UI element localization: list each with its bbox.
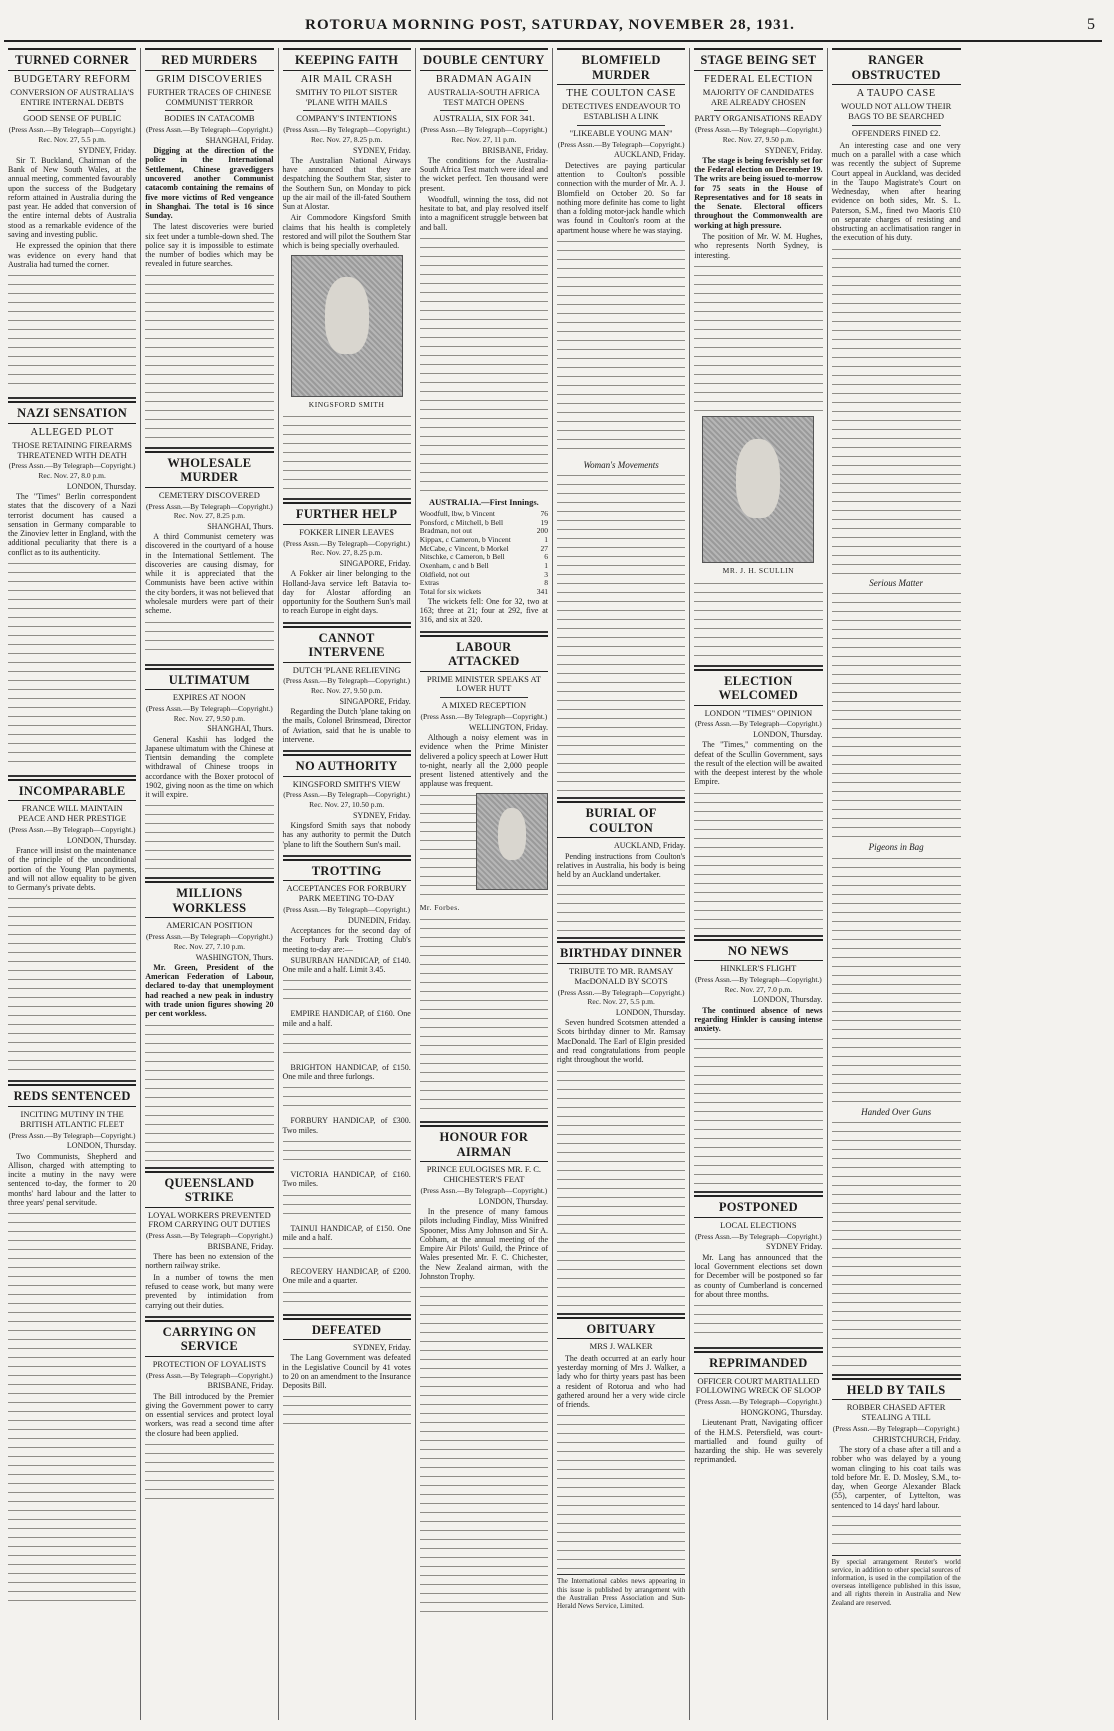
press-credit: (Press Assn.—By Telegraph—Copyright.)	[145, 1231, 273, 1241]
place-dateline: LONDON, Thursday.	[753, 995, 823, 1005]
body-text-continuation	[283, 1030, 411, 1060]
article-lead-bold: Digging at the direction of the police in the International Settlement, Chinese gravediggers uncovered another Communist catacomb containing the remains of five more victims of Red vengeance in Shanghai. The total is 16 since Sunday.	[145, 146, 274, 221]
received-date: Rec. Nov. 27, 7.0 p.m.	[724, 984, 793, 994]
press-credit: (Press Assn.—By Telegraph—Copyright.)	[283, 905, 411, 915]
column-5	[553, 48, 690, 1720]
received-date: Rec. Nov. 27, 9.50 p.m.	[722, 134, 794, 144]
scorecard-row: Bradman, not out 200	[419, 526, 548, 536]
article-columns	[4, 48, 1102, 1720]
race-entry: BRIGHTON HANDICAP, of £150. One mile and three furlongs.	[282, 1062, 411, 1082]
article-paragraph: The Australian National Airways have announced that they are despatching the Southern Star, sister to the Southern Sun, on Monday to pick up the air mail of the ill-fated Southern Sun at Alostar.	[282, 155, 411, 212]
body-text-continuation	[283, 412, 411, 492]
body-text-continuation	[694, 1035, 822, 1185]
article-paragraph: The Lang Government was defeated in the Legislative Council by 41 votes to 20 on an amendment to the Insurance Deposits Bill.	[282, 1353, 411, 1391]
portrait-photo	[291, 255, 403, 397]
photo-caption: MR. J. H. SCULLIN	[722, 565, 795, 575]
article-paragraph: France will insist on the maintenance of the principle of the unconditional portion of the Young Plan payments, and will not allow equality to be given to Germany's private debts.	[8, 846, 137, 893]
article-paragraph: The Bill introduced by the Premier giving the Government power to carry on essential services and protect loyal workers, was read a second time after the closure had been applied.	[145, 1391, 274, 1438]
article-paragraph: Detectives are paying particular attention to Coulton's possible connection with the murder of Mr. A. J. Blomfield on October 20. So far nothing more definite has come to light than a folding motor-jack handle which was found in Coulton's room at the apartment house where he was staying.	[557, 160, 686, 235]
body-text-continuation	[283, 1191, 411, 1221]
article-headline: ULTIMATUM	[145, 668, 273, 691]
article-deck: ACCEPTANCES FOR FORBURY PARK MEETING TO-DAY	[286, 883, 407, 904]
body-text-continuation	[832, 1512, 961, 1552]
article-crosshead: Handed Over Guns	[861, 1106, 932, 1117]
article-subhead: FEDERAL ELECTION	[703, 73, 813, 85]
body-text-continuation	[145, 271, 273, 441]
press-credit: (Press Assn.—By Telegraph—Copyright.)	[8, 825, 136, 835]
article-headline: INCOMPARABLE	[8, 779, 136, 802]
press-credit: (Press Assn.—By Telegraph—Copyright.)	[283, 790, 411, 800]
received-date: Rec. Nov. 27, 5.5 p.m.	[587, 997, 655, 1007]
place-dateline: SYDNEY, Friday.	[352, 810, 411, 820]
column-4	[416, 48, 553, 1720]
article-crosshead: Serious Matter	[869, 577, 923, 588]
article-deck: PROTECTION OF LOYALISTS	[152, 1358, 267, 1369]
article-subhead: THE COULTON CASE	[566, 88, 676, 99]
article-paragraph: He expressed the opinion that there was evidence on every hand that Australia had turned the corner.	[8, 241, 137, 269]
place-dateline: WASHINGTON, Thurs.	[195, 952, 274, 962]
place-dateline: LONDON, Thursday.	[478, 1196, 548, 1206]
page-number: 5	[1087, 16, 1096, 33]
article-paragraph: Although a noisy element was in evidence when the Prime Minister delivered a policy speech at Lower Hutt to-night, nearly all the 2,000 people present listened attentively and the applause was frequent.	[419, 733, 548, 789]
article-paragraph: In a number of towns the men refused to cease work, but many were prevented by intimidation from carrying out their duties.	[145, 1272, 274, 1310]
body-text-continuation	[283, 1083, 411, 1113]
place-dateline: AUCKLAND, Friday.	[613, 150, 686, 160]
body-text-continuation	[420, 915, 548, 1115]
article-headline: RED MURDERS	[145, 48, 273, 71]
article-deck: CEMETERY DISCOVERED	[158, 489, 260, 500]
article-headline: TROTTING	[283, 859, 411, 882]
article-deck: PRIME MINISTER SPEAKS AT LOWER HUTT	[426, 673, 541, 694]
article-paragraph: An interesting case and one very much on a parallel with a case which was recently the subject of Supreme Court appeal in Auckland, was decided in the Taupo Magistrate's Court on Wednesday, when after hearing evidence on both sides, Mr. S. L. Paterson, S.M., fined two Maoris £10 on separate charges of resisting and obstructing an acclimatisation ranger in the execution of his duty.	[831, 140, 961, 243]
press-credit: (Press Assn.—By Telegraph—Copyright.)	[145, 703, 273, 713]
body-text-continuation	[145, 1021, 273, 1161]
article-paragraph: Air Commodore Kingsford Smith claims that his health is completely restored and will pilot the Southern Star which is being specially overhauled.	[282, 213, 411, 251]
article-paragraph: The conditions for the Australia-South Africa Test match were ideal and the wicket perfect. Ten thousand were present.	[419, 155, 548, 193]
press-credit: (Press Assn.—By Telegraph—Copyright.)	[694, 975, 822, 984]
race-entry: FORBURY HANDICAP, of £300. Two miles.	[282, 1116, 411, 1135]
received-date: Rec. Nov. 27, 8.25 p.m.	[311, 548, 383, 558]
article-paragraph: The story of a chase after a till and a robber who was delayed by a young woman clinging to his coat tails was told before Mr. E. D. Mosley, S.M., to-day, when George Alexander Black (55), carpenter, of Lyttelton, was sentenced to 14 days' hard labour.	[831, 1445, 961, 1510]
scorecard-table	[420, 510, 548, 597]
received-date: Rec. Nov. 27, 11 p.m.	[451, 134, 517, 144]
article-paragraph: Two Communists, Shepherd and Allison, charged with attempting to incite a mutiny in the navy were sentenced to-day, the former to 20 months' hard labour and the latter to three years' penal servitude.	[8, 1151, 137, 1207]
press-credit: (Press Assn.—By Telegraph—Copyright.)	[832, 1424, 960, 1434]
received-date: Rec. Nov. 27, 7.10 p.m.	[173, 941, 245, 951]
article-paragraph: Acceptances for the second day of the Forbury Park Trotting Club's meeting to-day are:—	[282, 926, 411, 954]
article-headline: HONOUR FOR AIRMAN	[420, 1125, 548, 1162]
received-date: Rec. Nov. 27, 9.50 p.m.	[311, 686, 383, 696]
article-deck: KINGSFORD SMITH'S VIEW	[292, 778, 401, 789]
scorecard-row: Ponsford, c Mitchell, b Bell 19	[419, 517, 548, 527]
press-credit: (Press Assn.—By Telegraph—Copyright.)	[8, 125, 136, 135]
masthead	[4, 12, 1102, 42]
article-paragraph: Kingsford Smith says that nobody has any authority to permit the Dutch 'plane to lift the Southern Sun's mail.	[282, 821, 411, 849]
article-deck: OFFENDERS FINED £2.	[851, 127, 941, 138]
article-subhead: BUDGETARY REFORM	[13, 73, 131, 85]
body-text-continuation	[832, 1118, 961, 1368]
article-paragraph: Lieutenant Pratt, Navigating officer of the H.M.S. Petersfield, was court-martialled and found guilty of hazarding the ship. He was severely reprimanded.	[694, 1418, 823, 1465]
body-text-continuation	[420, 1283, 548, 1613]
article-crosshead: Woman's Movements	[583, 459, 659, 470]
article-deck: A MIXED RECEPTION	[441, 700, 527, 711]
article-deck: DUTCH 'PLANE RELIEVING	[292, 664, 401, 675]
article-deck: EXPIRES AT NOON	[172, 692, 246, 703]
article-headline: KEEPING FAITH	[283, 48, 411, 71]
article-paragraph: Mr. Lang has announced that the local Government elections set down for December will be postponed so far as county of Cumberland is concerned for about three months.	[694, 1252, 823, 1299]
article-headline: MILLIONS WORKLESS	[145, 881, 273, 918]
press-credit: (Press Assn.—By Telegraph—Copyright.)	[145, 932, 273, 942]
article-crosshead: Pigeons in Bag	[868, 842, 924, 853]
body-text-continuation	[8, 559, 136, 769]
press-credit: (Press Assn.—By Telegraph—Copyright.)	[145, 501, 273, 511]
article-deck: CONVERSION OF AUSTRALIA'S ENTIRE INTERNAL DEBTS	[10, 86, 135, 107]
article-deck: GOOD SENSE OF PUBLIC	[23, 113, 122, 124]
press-credit: (Press Assn.—By Telegraph—Copyright.)	[420, 712, 548, 722]
body-text-continuation	[557, 471, 685, 791]
article-paragraph: The "Times," commenting on the defeat of the Scullin Government, says the result of the election will be awaited with the deepest interest by the whole Empire.	[694, 740, 823, 787]
article-paragraph: Woodfull, winning the toss, did not hesitate to bat, and play resolved itself into a magnificent struggle between bat and ball.	[419, 194, 548, 232]
article-headline: FURTHER HELP	[283, 502, 411, 525]
press-credit: (Press Assn.—By Telegraph—Copyright.)	[694, 125, 822, 135]
body-text-continuation	[283, 1288, 411, 1308]
body-text-continuation	[694, 1301, 822, 1341]
race-entry: VICTORIA HANDICAP, of £160. Two miles.	[282, 1170, 411, 1189]
place-dateline: SYDNEY, Friday.	[352, 145, 411, 155]
body-text-continuation	[832, 854, 961, 1104]
article-lead-bold: The stage is being feverishly set for the Federal election on December 19. The writs are being issued to-morrow for 75 seats in the House of Representatives and for 18 seats in the Senate. Electoral officers throughout the Commonwealth are working at high pressure.	[694, 155, 823, 230]
place-dateline: BRISBANE, Friday.	[207, 1381, 274, 1391]
article-headline: LABOUR ATTACKED	[420, 635, 548, 672]
press-credit: (Press Assn.—By Telegraph—Copyright.)	[557, 987, 685, 997]
received-date: Rec. Nov. 27, 8.25 p.m.	[311, 134, 383, 144]
article-deck: AUSTRALIA-SOUTH AFRICA TEST MATCH OPENS	[427, 86, 540, 107]
press-credit: (Press Assn.—By Telegraph—Copyright.)	[420, 125, 548, 135]
article-paragraph: The position of Mr. W. M. Hughes, who represents North Sydney, is interesting.	[694, 232, 823, 260]
received-date: Rec. Nov. 27, 8.25 p.m.	[173, 511, 245, 521]
article-deck: FOKKER LINER LEAVES	[299, 526, 394, 537]
article-headline: NO AUTHORITY	[283, 754, 411, 777]
article-headline: OBITUARY	[557, 1317, 685, 1340]
article-subhead: ALLEGED PLOT	[30, 426, 114, 438]
place-dateline: WELLINGTON, Friday.	[468, 722, 548, 732]
place-dateline: LONDON, Thursday.	[66, 1141, 137, 1151]
article-headline: BURIAL OF COULTON	[557, 801, 685, 838]
body-text-continuation	[557, 1067, 685, 1307]
place-dateline: SYDNEY Friday.	[765, 1242, 823, 1252]
scorecard-row: McCabe, c Vincent, b Morkel 27	[419, 543, 548, 553]
article-deck: INCITING MUTINY IN THE BRITISH ATLANTIC FLEET	[20, 1108, 125, 1129]
article-lead-bold: Mr. Green, President of the American Federation of Labour, declared to-day that unemployment had reached a new peak in industry with trade union figures showing 20 per cent workless.	[145, 962, 274, 1019]
body-text-continuation	[557, 1411, 685, 1571]
received-date: Rec. Nov. 27, 5.5 p.m.	[38, 134, 106, 144]
race-entry: RECOVERY HANDICAP, of £200. One mile and a quarter.	[282, 1267, 411, 1286]
article-deck: WOULD NOT ALLOW THEIR BAGS TO BE SEARCHED	[840, 101, 952, 122]
body-text-continuation	[8, 271, 136, 391]
photo-caption: KINGSFORD SMITH	[308, 399, 385, 409]
scorecard-row: Nitschke, c Cameron, b Bell 6	[419, 552, 548, 562]
article-headline: CANNOT INTERVENE	[283, 626, 411, 663]
article-deck: HINKLER'S FLIGHT	[720, 963, 797, 974]
article-headline: BIRTHDAY DINNER	[557, 941, 685, 964]
article-headline: WHOLESALE MURDER	[145, 451, 273, 488]
article-deck: PRINCE EULOGISES MR. F. C. CHICHESTER'S FEAT	[426, 1164, 542, 1185]
received-date: Rec. Nov. 27, 9.50 p.m.	[173, 713, 245, 723]
article-subhead: GRIM DISCOVERIES	[156, 73, 263, 85]
place-dateline: LONDON, Thursday.	[66, 835, 137, 845]
article-paragraph: In the presence of many famous pilots including Findlay, Miss Winifred Spooner, Miss Amy Johnson and Sir A. Cobham, at the annual meeting of the Empire Air Pilots' Guild, the Prince of Wales presented Mr. F. C. Chichester, the New Zealand airman, with the Johnston Trophy.	[419, 1207, 548, 1281]
scorecard-row: Kippax, c Cameron, b Vincent 1	[419, 534, 548, 544]
article-headline: STAGE BEING SET	[694, 48, 822, 71]
press-credit: (Press Assn.—By Telegraph—Copyright.)	[283, 676, 411, 686]
article-headline: POSTPONED	[694, 1195, 822, 1218]
photo-caption: Mr. Forbes.	[419, 902, 461, 912]
place-dateline: SYDNEY, Friday.	[764, 145, 823, 155]
article-paragraph: Regarding the Dutch 'plane taking on the mails, Colonel Brinsmead, Director of Aviation, said that he is unable to intervene.	[282, 707, 411, 744]
body-text-continuation	[694, 579, 822, 659]
article-paragraph: Pending instructions from Coulton's relatives in Australia, his body is being held by an Auckland undertaker.	[557, 851, 686, 880]
body-text-continuation	[8, 894, 136, 1074]
article-paragraph: There has been no extension of the northern railway strike.	[145, 1252, 274, 1271]
article-paragraph: The latest discoveries were buried six feet under a tumble-down shed. The police say it is impossible to estimate the number of bodies which may be revealed in future searches.	[145, 222, 274, 269]
column-7	[828, 48, 965, 1720]
body-text-continuation	[283, 1392, 411, 1432]
race-entry: EMPIRE HANDICAP, of £160. One mile and a half.	[282, 1009, 411, 1028]
received-date: Rec. Nov. 27, 10.50 p.m.	[309, 800, 385, 810]
article-headline: DEFEATED	[283, 1318, 411, 1341]
masthead-title: ROTORUA MORNING POST, SATURDAY, NOVEMBER 28, 1931.	[305, 16, 795, 33]
body-text-continuation	[420, 234, 548, 494]
press-credit: (Press Assn.—By Telegraph—Copyright.)	[694, 1397, 822, 1407]
article-subhead: AIR MAIL CRASH	[300, 73, 393, 85]
column-2	[141, 48, 278, 1720]
article-deck: AUSTRALIA, SIX FOR 341.	[432, 113, 535, 124]
body-text-continuation	[8, 1209, 136, 1609]
body-text-continuation	[145, 618, 273, 658]
article-deck: ROBBER CHASED AFTER STEALING A TILL	[846, 1402, 946, 1423]
body-text-continuation	[832, 589, 961, 839]
article-paragraph: The wickets fell: One for 32, two at 163; three at 21; four at 292, five at 316, and six at 320.	[419, 596, 548, 625]
body-text-continuation	[694, 789, 822, 929]
body-text-continuation	[283, 976, 411, 1006]
article-deck: "LIKEABLE YOUNG MAN"	[569, 127, 673, 138]
place-dateline: LONDON, Thursday.	[66, 481, 137, 491]
press-credit: (Press Assn.—By Telegraph—Copyright.)	[8, 1130, 136, 1140]
article-deck: THOSE RETAINING FIREARMS THREATENED WITH DEATH	[12, 439, 132, 460]
scorecard-row: Oldfield, not out 3	[419, 569, 548, 579]
article-headline: NAZI SENSATION	[8, 401, 136, 424]
article-headline: QUEENSLAND STRIKE	[145, 1171, 273, 1208]
press-credit: (Press Assn.—By Telegraph—Copyright.)	[283, 538, 411, 548]
place-dateline: SHANGHAI, Thurs.	[207, 724, 274, 734]
article-headline: ELECTION WELCOMED	[694, 669, 822, 706]
body-text-continuation	[283, 1244, 411, 1264]
body-text-continuation	[557, 237, 685, 457]
press-credit: (Press Assn.—By Telegraph—Copyright.)	[8, 461, 136, 471]
press-credit: (Press Assn.—By Telegraph—Copyright.)	[420, 1186, 548, 1196]
article-headline: NO NEWS	[694, 939, 822, 962]
received-date: Rec. Nov. 27, 8.0 p.m.	[38, 471, 106, 481]
scorecard-row: Extras 8	[419, 578, 548, 588]
column-1	[4, 48, 141, 1720]
body-text-continuation	[832, 245, 961, 575]
body-text-continuation	[557, 881, 685, 931]
article-headline: TURNED CORNER	[8, 48, 136, 71]
article-deck: FURTHER TRACES OF CHINESE COMMUNIST TERROR	[147, 86, 272, 107]
article-paragraph: A third Communist cemetery was discovered in the courtyard of a house in the International Settlement. The discoveries are causing dismay, for while it is appreciated that the Communists have been active within the city borders, it was not believed that wholesale murders were part of their scheme.	[145, 532, 274, 616]
article-deck: DETECTIVES ENDEAVOUR TO ESTABLISH A LINK	[561, 101, 681, 122]
place-dateline: HONGKONG, Thursday.	[740, 1407, 823, 1417]
article-headline: HELD BY TAILS	[832, 1378, 961, 1401]
place-dateline: DUNEDIN, Friday.	[347, 915, 411, 925]
article-headline: DOUBLE CENTURY	[420, 48, 548, 71]
portrait-photo	[476, 793, 548, 890]
portrait-photo	[702, 416, 814, 563]
place-dateline: SINGAPORE, Friday.	[339, 558, 411, 568]
article-lead-bold: The continued absence of news regarding Hinkler is causing intense anxiety.	[694, 1005, 823, 1034]
article-headline: CARRYING ON SERVICE	[145, 1320, 273, 1357]
body-text-continuation	[283, 1137, 411, 1167]
article-deck: LOCAL ELECTIONS	[720, 1219, 797, 1230]
article-deck: SMITHY TO PILOT SISTER 'PLANE WITH MAILS	[295, 86, 398, 107]
article-deck: LONDON "TIMES" OPINION	[704, 707, 813, 718]
article-deck: MAJORITY OF CANDIDATES ARE ALREADY CHOSEN	[702, 86, 814, 107]
race-entry: TAINUI HANDICAP, of £150. One mile and a half.	[282, 1223, 411, 1242]
scorecard-row: Woodfull, lbw, b Vincent 76	[419, 508, 548, 518]
article-subhead: BRADMAN AGAIN	[435, 73, 532, 85]
place-dateline: CHRISTCHURCH, Friday.	[872, 1434, 961, 1444]
place-dateline: SYDNEY, Friday.	[78, 145, 137, 155]
article-deck: PARTY ORGANISATIONS READY	[694, 113, 823, 124]
press-credit: (Press Assn.—By Telegraph—Copyright.)	[694, 1231, 822, 1241]
place-dateline: SHANGHAI, Friday.	[205, 135, 274, 145]
article-paragraph: General Kashii has lodged the Japanese ultimatum with the Chinese at Tientsin demanding the complete withdrawal of Chinese troops in accordance with the Boxer protocol of 1902, giving noon as the time on which it will expire.	[145, 734, 274, 800]
place-dateline: SHANGHAI, Thurs.	[207, 521, 274, 531]
article-paragraph: The "Times" Berlin correspondent states that the discovery of a Nazi terrorist document has caused a sensation in Germany comparable to the Zinoviev letter in England, with the additional peculiarity that there is a conflict as to its authenticity.	[8, 492, 137, 557]
article-deck: LOYAL WORKERS PREVENTED FROM CARRYING OUT DUTIES	[147, 1209, 271, 1230]
body-text-continuation	[145, 1440, 273, 1500]
scorecard-title: AUSTRALIA.—First Innings.	[428, 497, 539, 508]
article-deck: MRS J. WALKER	[589, 1341, 653, 1352]
place-dateline: SINGAPORE, Friday.	[339, 696, 411, 706]
article-deck: AMERICAN POSITION	[166, 920, 253, 931]
column-6	[690, 48, 827, 1720]
article-deck: COMPANY'S INTENTIONS	[296, 113, 397, 124]
press-credit: (Press Assn.—By Telegraph—Copyright.)	[283, 125, 411, 135]
scorecard-total: Total for six wickets 341	[419, 587, 548, 597]
scorecard-row: Oxenham, c and b Bell 1	[419, 561, 548, 570]
place-dateline: AUCKLAND, Friday.	[613, 841, 686, 851]
cable-notice: The International cables news appearing in this issue is published by arrangement with the Australian Press Association and Sun-Herald News Service, Limited.	[557, 1574, 685, 1609]
race-entry: SUBURBAN HANDICAP, of £140. One mile and a half. Limit 3.45.	[282, 955, 411, 975]
place-dateline: LONDON, Thursday.	[753, 730, 823, 740]
press-credit: (Press Assn.—By Telegraph—Copyright.)	[557, 139, 685, 149]
place-dateline: BRISBANE, Friday.	[482, 145, 548, 155]
press-credit: (Press Assn.—By Telegraph—Copyright.)	[145, 1370, 273, 1380]
article-deck: FRANCE WILL MAINTAIN PEACE AND HER PRESTIGE	[18, 803, 127, 824]
column-3	[279, 48, 416, 1720]
article-subhead: A TAUPO CASE	[856, 88, 936, 99]
article-headline: REPRIMANDED	[694, 1351, 822, 1374]
article-paragraph: Seven hundred Scotsmen attended a Scots birthday dinner to Mr. Ramsay MacDonald. The Earl of Elgin presided and read congratulations from people right throughout the world.	[557, 1018, 686, 1065]
article-paragraph: Sir T. Buckland, Chairman of the Bank of New South Wales, at the annual meeting, commented favourably upon the success of the Budgetary reform attained in Australia during the past year. He added that conversion of the entire internal debts of Australia stood as a remarkable evidence of the saving and investing public.	[8, 155, 137, 240]
article-headline: RANGER OBSTRUCTED	[832, 48, 961, 85]
article-paragraph: The death occurred at an early hour yesterday morning of Mrs J. Walker, a lady who for thirty years past has been a resident of Rotorua and who had gathered around her a very wide circle of friends.	[557, 1353, 686, 1410]
body-text-continuation	[694, 262, 822, 412]
article-paragraph: A Fokker air liner belonging to the Holland-Java service left Batavia to-day for Alostar affording an opportunity for the Southern Sun's mail to reach Europe in eight days.	[282, 569, 411, 616]
press-credit: (Press Assn.—By Telegraph—Copyright.)	[694, 719, 822, 729]
body-text-continuation	[145, 801, 273, 871]
article-deck: BODIES IN CATACOMB	[164, 113, 255, 124]
article-headline: BLOMFIELD MURDER	[557, 48, 685, 85]
article-deck: OFFICER COURT MARTIALLED FOLLOWING WRECK OF SLOOP	[695, 1375, 821, 1396]
article-headline: REDS SENTENCED	[8, 1084, 136, 1107]
article-deck: TRIBUTE TO MR. RAMSAY MacDONALD BY SCOTS	[569, 965, 674, 986]
reuter-notice: By special arrangement Reuter's world service, in addition to other special sources of information, is used in the compilation of the overseas intelligence published in this issue, and all rights therein in Australia and New Zealand are reserved.	[832, 1555, 961, 1607]
place-dateline: LONDON, Thursday.	[615, 1007, 686, 1017]
place-dateline: BRISBANE, Friday.	[207, 1241, 274, 1251]
press-credit: (Press Assn.—By Telegraph—Copyright.)	[145, 125, 273, 135]
place-dateline: SYDNEY, Friday.	[352, 1343, 411, 1353]
